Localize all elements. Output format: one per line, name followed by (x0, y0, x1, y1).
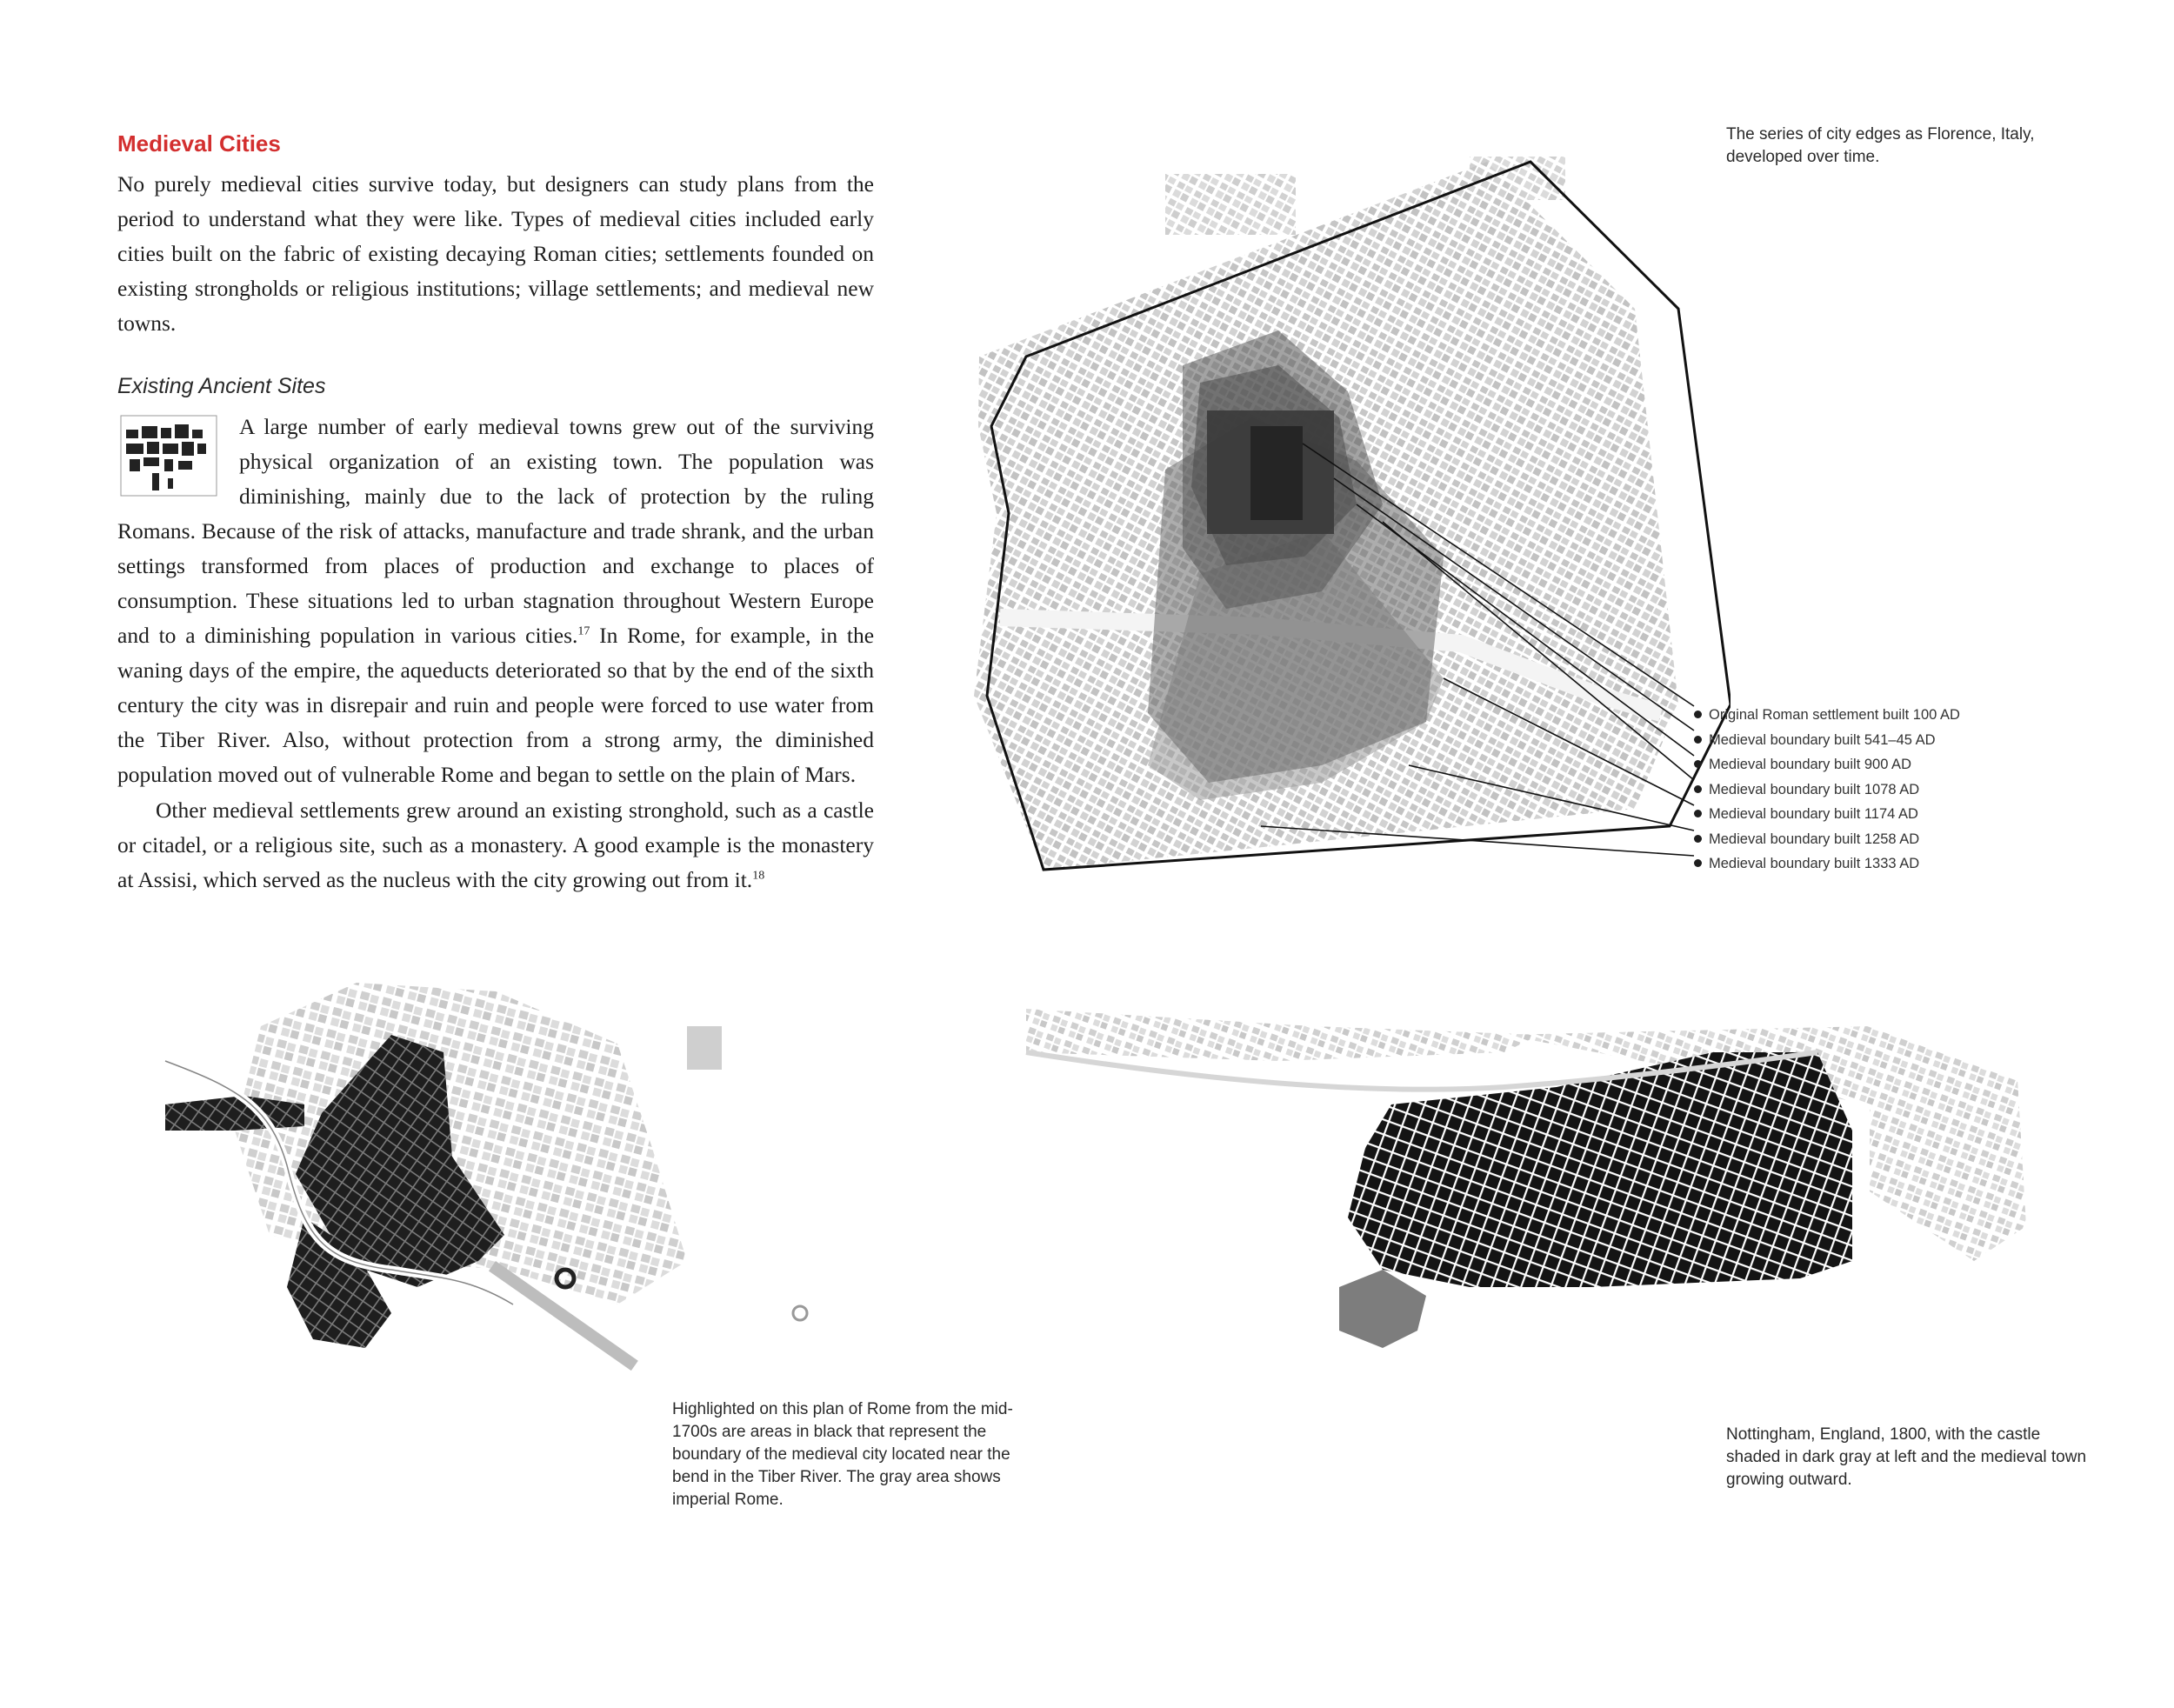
subheading: Existing Ancient Sites (117, 374, 326, 398)
castle-area (1339, 1270, 1426, 1348)
florence-caption: The series of city edges as Florence, Italy, developed over time. (1726, 125, 2035, 166)
paragraph-text-a: A large number of early medieval towns grew out of the surviving physical organization of an existing town. The population was diminishing, mainly due to the lack of protection by the ruling Romans. Because of the risk of attacks, manufacture and trade shrank, and the urban settings transformed from places of production and exchange to places of consumption. These situations led to urban stagnation throughout Western Europe and to a diminishing population in various cities. (117, 414, 874, 648)
legend-item: Medieval boundary built 1258 AD (1694, 827, 1960, 852)
legend-item: Medieval boundary built 1174 AD (1694, 802, 1960, 827)
north-fringe (1026, 1009, 1539, 1061)
rome-caption: Highlighted on this plan of Rome from the mid-1700s are areas in black that represent the boundary of the medieval city located near the bend in the Tiber River. The gray area shows imperial Rome. (672, 1400, 1013, 1509)
intro-paragraph: No purely medieval cities survive today, but designers can study plans from the period to understand what they were like. Types of medieval cities included early cities built on the fabric of existing decaying Roman cities; settlements founded on existing strongholds or religious institutions; village settlements; and medieval new towns. (117, 171, 874, 336)
legend-item: Medieval boundary built 900 AD (1694, 752, 1960, 777)
monument-circle (793, 1306, 807, 1320)
paragraph-text: Other medieval settlements grew around an existing stronghold, such as a castle or citadel, or a religious site, such as a monastery. A good example is the monastery at Assisi, which served as the nucleus with the city growing out from it. (117, 797, 874, 892)
florence-map (974, 157, 1731, 887)
legend-item: Original Roman settlement built 100 AD (1694, 703, 1960, 728)
legend-item: Medieval boundary built 541–45 AD (1694, 728, 1960, 753)
legend-item: Medieval boundary built 1078 AD (1694, 777, 1960, 803)
legend-item: Medieval boundary built 1333 AD (1694, 851, 1960, 877)
footnote-18: 18 (752, 869, 765, 883)
section-heading: Medieval Cities (117, 130, 281, 157)
roman-settlement (1250, 426, 1303, 520)
florence-legend (1694, 703, 1960, 877)
existing-sites-paragraph (117, 410, 874, 792)
nottingham-caption: Nottingham, England, 1800, with the castle shaded in dark gray at left and the medieval town growing outward. (1726, 1425, 2087, 1489)
footnote-17: 17 (577, 624, 590, 638)
rome-map (130, 974, 878, 1409)
stronghold-paragraph (117, 793, 874, 897)
paragraph-text-b: In Rome, for example, in the waning days of the empire, the aqueducts deteriorated so that by the end of the sixth century the city was in disrepair and ruin and people were forced to use water from the Tiber River. Also, without protection from a strong army, the diminished population moved out of vulnerable Rome and began to settle on the plain of Mars. (117, 623, 875, 787)
monument-block (687, 1026, 722, 1070)
nottingham-map (1017, 1000, 2052, 1435)
